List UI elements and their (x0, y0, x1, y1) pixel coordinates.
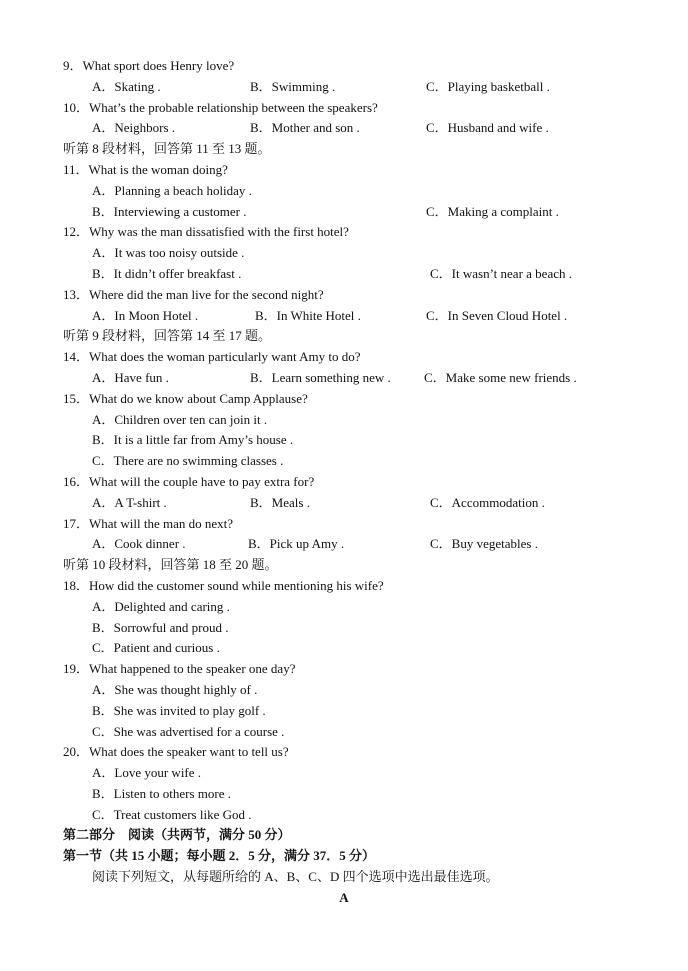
q20-option-c: C．Treat customers like God . (92, 806, 252, 822)
passage-label: A (339, 889, 349, 905)
question-16-stem: 16．What will the couple have to pay extra for? (63, 473, 315, 489)
section-10-heading: 听第 10 段材料，回答第 18 至 20 题。 (63, 557, 278, 573)
question-13-options (0, 306, 688, 327)
question-16-options (0, 493, 688, 514)
q10-option-c: C．Husband and wife . (426, 120, 549, 136)
question-19-stem: 19．What happened to the speaker one day? (63, 661, 296, 677)
q18-option-b: B．Sorrowful and proud . (92, 619, 229, 635)
reading-instruction: 阅读下列短文，从每题所给的 A、B、C、D 四个选项中选出最佳选项。 (92, 869, 499, 885)
q14-option-b: B．Learn something new . (250, 369, 391, 385)
question-17-stem: 17．What will the man do next? (63, 515, 234, 531)
question-12-stem: 12．Why was the man dissatisfied with the first hotel? (63, 224, 349, 240)
q10-option-a: A．Neighbors . (92, 120, 176, 136)
exam-page (0, 56, 688, 909)
q16-option-a: A．A T-shirt . (92, 494, 167, 510)
q20-option-a: A．Love your wife . (92, 765, 202, 781)
q9-option-b: B．Swimming . (250, 78, 336, 94)
section-9-heading: 听第 9 段材料，回答第 14 至 17 题。 (63, 328, 272, 344)
section-8-heading: 听第 8 段材料，回答第 11 至 13 题。 (63, 141, 271, 157)
q9-option-c: C．Playing basketball . (426, 78, 550, 94)
question-13-stem: 13．Where did the man live for the second night? (63, 286, 324, 302)
part-2-heading: 第二部分 阅读（共两节，满分 50 分） (63, 827, 291, 843)
q11-option-a: A．Planning a beach holiday . (92, 182, 252, 198)
q16-option-c: C．Accommodation . (430, 494, 545, 510)
q11-option-c: C．Making a complaint . (426, 203, 559, 219)
question-12-options (0, 264, 688, 285)
q13-option-b: B．In White Hotel . (255, 307, 361, 323)
question-14-options (0, 368, 688, 389)
q15-option-a: A．Children over ten can join it . (92, 411, 268, 427)
q18-option-a: A．Delighted and caring . (92, 598, 230, 614)
q19-option-b: B．She was invited to play golf . (92, 702, 266, 718)
q15-option-b: B．It is a little far from Amy’s house . (92, 432, 294, 448)
q9-option-a: A．Skating . (92, 78, 161, 94)
q17-option-a: A．Cook dinner . (92, 536, 186, 552)
q19-option-a: A．She was thought highly of . (92, 681, 258, 697)
question-9-options (0, 77, 688, 98)
question-11-options (0, 202, 688, 223)
question-10-stem: 10．What’s the probable relationship between the speakers? (63, 99, 378, 115)
q17-option-b: B．Pick up Amy . (248, 536, 345, 552)
q14-option-a: A．Have fun . (92, 369, 169, 385)
q15-option-c: C．There are no swimming classes . (92, 453, 284, 469)
q12-option-a: A．It was too noisy outside . (92, 245, 245, 261)
question-14-stem: 14．What does the woman particularly want Amy to do? (63, 349, 361, 365)
q13-option-c: C．In Seven Cloud Hotel . (426, 307, 568, 323)
question-15-stem: 15．What do we know about Camp Applause? (63, 390, 308, 406)
q17-option-c: C．Buy vegetables . (430, 536, 538, 552)
q16-option-b: B．Meals . (250, 494, 310, 510)
question-17-options (0, 534, 688, 555)
question-10-options (0, 118, 688, 139)
question-20-stem: 20．What does the speaker want to tell us? (63, 744, 289, 760)
q11-option-b: B．Interviewing a customer . (92, 203, 247, 219)
q14-option-c: C．Make some new friends . (424, 369, 577, 385)
q10-option-b: B．Mother and son . (250, 120, 360, 136)
part-2-section-1-heading: 第一节（共 15 小题；每小题 2．5 分，满分 37．5 分） (63, 848, 376, 864)
question-11-stem: 11．What is the woman doing? (63, 161, 228, 177)
q19-option-c: C．She was advertised for a course . (92, 723, 285, 739)
q13-option-a: A．In Moon Hotel . (92, 307, 199, 323)
question-18-stem: 18．How did the customer sound while mentioning his wife? (63, 577, 384, 593)
question-9-stem: 9．What sport does Henry love? (63, 58, 235, 73)
q12-option-b: B．It didn’t offer breakfast . (92, 265, 242, 281)
q20-option-b: B．Listen to others more . (92, 785, 232, 801)
q12-option-c: C．It wasn’t near a beach . (430, 265, 572, 281)
q18-option-c: C．Patient and curious . (92, 640, 220, 656)
